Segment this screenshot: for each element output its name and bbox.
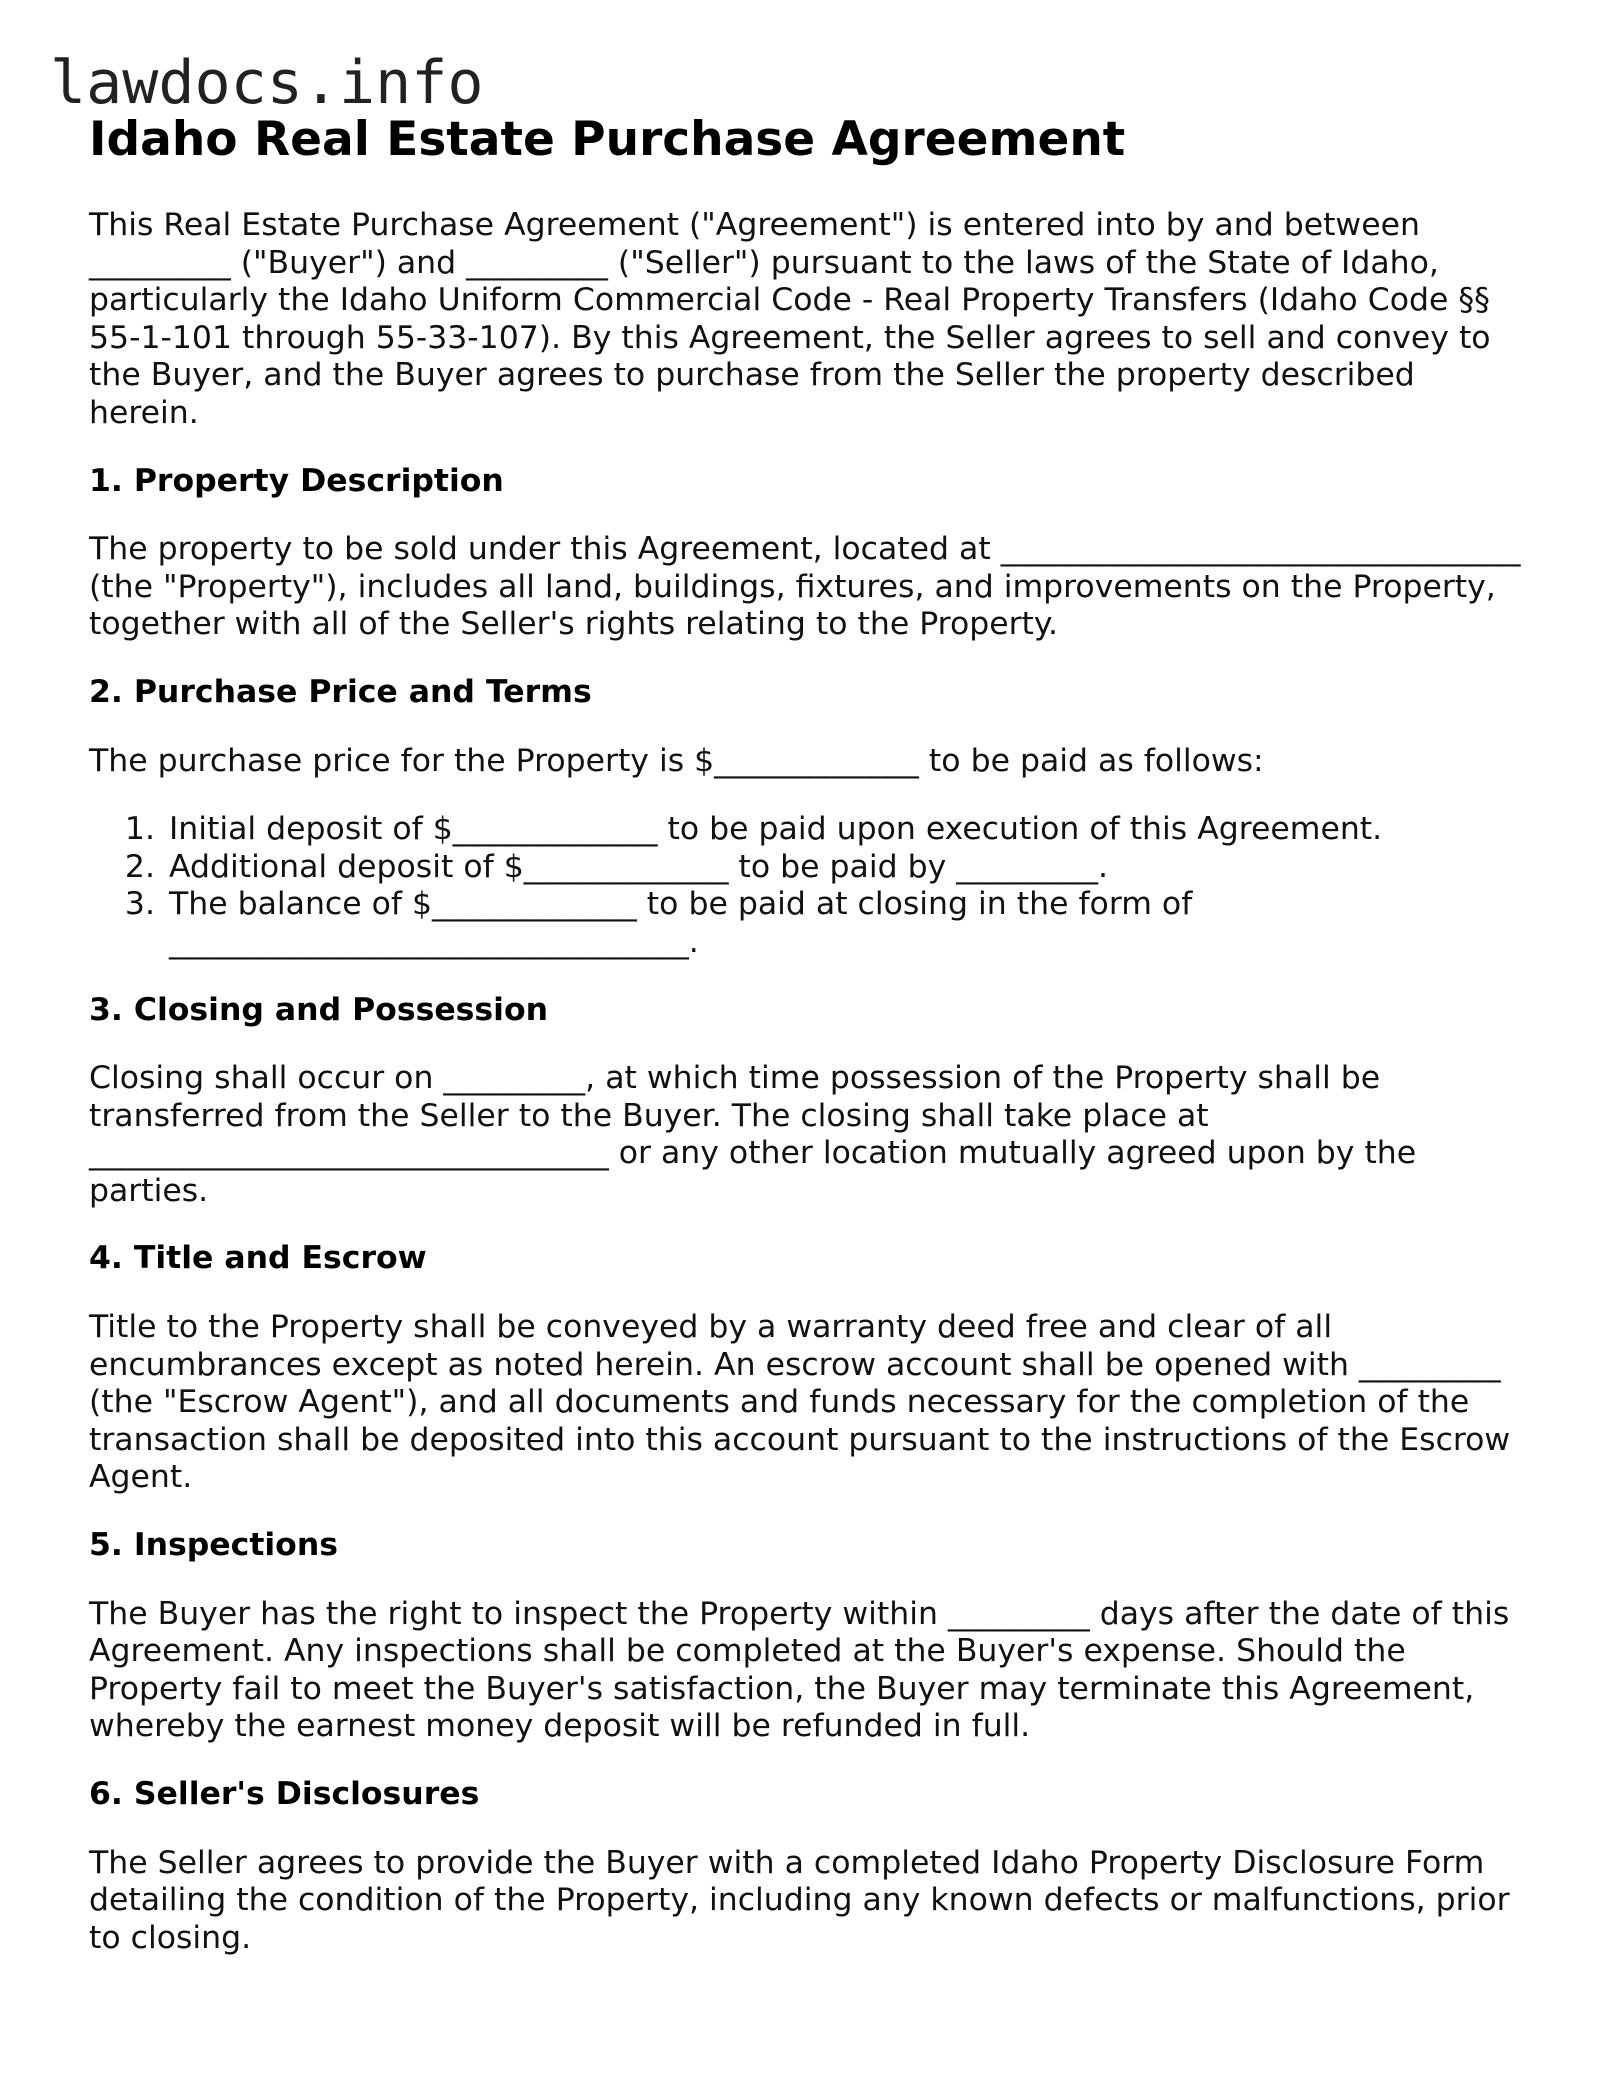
section-heading: 4. Title and Escrow	[89, 1240, 427, 1277]
list-item: 1. Initial deposit of $_____________ to be paid upon execution of this Agreement.	[165, 811, 1529, 849]
section-heading: 2. Purchase Price and Terms	[89, 673, 592, 710]
payment-terms-list	[89, 811, 1529, 961]
section-property-description	[89, 463, 1529, 644]
section-body: The Seller agrees to provide the Buyer with a completed Idaho Property Disclosure Form detailing the condition of the Property, including any known defects or malfunctions, prior to closing.	[89, 1844, 1510, 1956]
section-inspections	[89, 1527, 1529, 1746]
list-item: 2. Additional deposit of $_____________ to be paid by _________.	[165, 849, 1529, 887]
section-body: Title to the Property shall be conveyed by a warranty deed free and clear of all encumbrances except as noted herein. An escrow account shall be opened with _________ (the "Escrow Agent"), and all documents and funds necessary for the completion of the transaction shall be deposited into this account pursuant to the instructions of the Escrow Agent.	[89, 1309, 1511, 1496]
section-heading: 1. Property Description	[89, 462, 504, 499]
section-seller-disclosures	[89, 1776, 1529, 1957]
list-item: 3. The balance of $_____________ to be paid at closing in the form of _________________________________.	[165, 886, 1529, 961]
section-body: The Buyer has the right to inspect the Property within _________ days after the date of this Agreement. Any inspections shall be completed at the Buyer's expense. Should the Property fail to meet the Buyer's satisfaction, the Buyer may terminate this Agreement, whereby the earnest money deposit will be refunded in full.	[89, 1595, 1510, 1745]
section-heading: 3. Closing and Possession	[89, 991, 549, 1028]
section-heading: 5. Inspections	[89, 1527, 339, 1564]
section-heading: 6. Seller's Disclosures	[89, 1776, 480, 1812]
section-body: The property to be sold under this Agreement, located at _________________________________ (the "Property"), includes all land, buildings, fixtures, and improvements on the Property, together with all of the Seller's rights relating to the Property.	[89, 531, 1521, 643]
intro-paragraph: This Real Estate Purchase Agreement ("Agreement") is entered into by and between _________ ("Buyer") and _________ ("Seller") pursuant to the laws of the State of Idaho, particularly the Idaho Uniform Commercial Code - Real Property Transfers (Idaho Code §§ 55-1-101 through 55-33-107). By this Agreement, the Seller agrees to sell and convey to the Buyer, and the Buyer agrees to purchase from the Seller the property described herein.	[89, 207, 1491, 431]
section-purchase-price	[89, 674, 1529, 962]
section-body: The purchase price for the Property is $_____________ to be paid as follows:	[89, 742, 1264, 779]
document-title: Idaho Real Estate Purchase Agreement	[89, 112, 1126, 167]
document-page	[89, 108, 1529, 1957]
section-closing-possession	[89, 992, 1529, 1211]
section-body: Closing shall occur on _________, at which time possession of the Property shall be transferred from the Seller to the Buyer. The closing shall take place at _________________________________ or any other location mutually agreed upon by the parties.	[89, 1060, 1417, 1209]
section-title-escrow	[89, 1240, 1529, 1497]
watermark-logo: lawdocs.info	[50, 48, 484, 118]
